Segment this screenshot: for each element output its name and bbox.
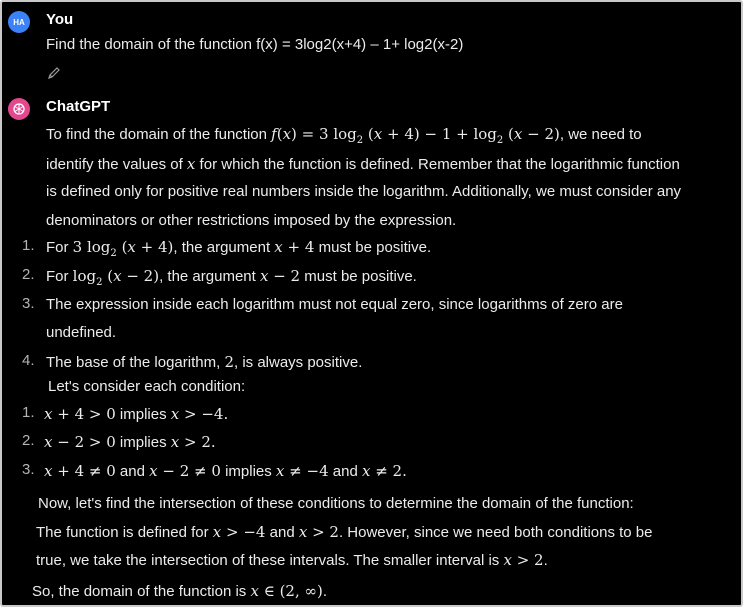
condition-item: x + 4 ≠ 0 and x − 2 ≠ 0 implies x ≠ −4 and x ≠ 2.	[44, 462, 407, 480]
paragraph-defined: The function is defined for x > −4 and x > 2. However, since we need both conditions to be	[36, 523, 653, 541]
list-number: 4.	[22, 352, 35, 369]
user-name: You	[46, 11, 74, 28]
list-number: 1.	[22, 404, 35, 421]
consider-text: Let's consider each condition:	[48, 378, 246, 395]
condition-item: x − 2 > 0 implies x > 2.	[44, 433, 216, 451]
list-item: For 3 $\log_2 (x + 4)$, the argument x + 4 must be positive.	[46, 238, 432, 259]
paragraph-true: true, we take the intersection of these intervals. The smaller interval is x > 2.	[36, 551, 548, 569]
list-number: 1.	[22, 237, 35, 254]
intro-line-3: is defined only for positive real numbers inside the logarithm. Additionally, we must consider any	[46, 183, 682, 200]
user-avatar: HA	[8, 11, 30, 33]
assistant-name: ChatGPT	[46, 98, 111, 115]
paragraph-domain: So, the domain of the function is x ∈ (2, ∞).	[32, 582, 328, 600]
pencil-icon[interactable]	[46, 65, 62, 81]
condition-item: x + 4 > 0 implies x > −4.	[44, 405, 229, 423]
list-number: 3.	[22, 461, 35, 478]
list-item: The expression inside each logarithm must not equal zero, since logarithms of zero are	[46, 296, 623, 313]
user-message: Find the domain of the function f(x) = 3log2(x+4) – 1+ log2(x-2)	[46, 36, 464, 53]
chatgpt-logo-icon	[8, 98, 30, 120]
list-number: 2.	[22, 266, 35, 283]
intro-line-4: denominators or other restrictions imposed by the expression.	[46, 212, 457, 229]
paragraph-now: Now, let's find the intersection of these conditions to determine the domain of the function:	[38, 495, 634, 512]
list-item: The base of the logarithm, 2, is always positive.	[46, 353, 363, 371]
list-number: 3.	[22, 295, 35, 312]
list-number: 2.	[22, 432, 35, 449]
list-item-continuation: undefined.	[46, 324, 117, 341]
intro-line-1: To find the domain of the function f(x) = 3 $\log_2 (x + 4) - 1 + \log_2 (x - 2)$, we need to	[46, 125, 642, 146]
intro-line-2: identify the values of x for which the function is defined. Remember that the logarithmic function	[46, 155, 680, 173]
list-item: For $\log_2 (x - 2)$, the argument x − 2 must be positive.	[46, 267, 417, 288]
